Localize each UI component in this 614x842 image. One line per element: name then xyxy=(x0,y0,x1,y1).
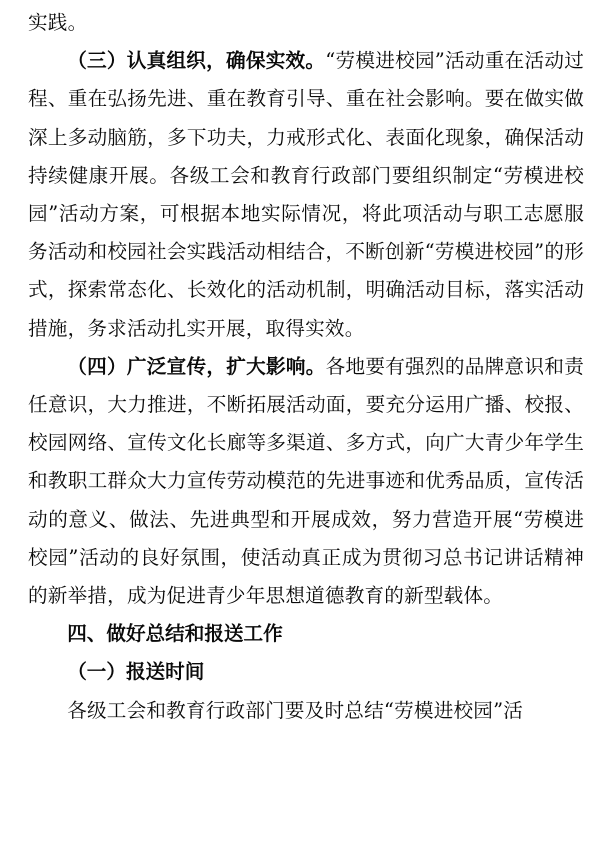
section-four-lead: （四）广泛宣传，扩大影响。 xyxy=(67,354,326,378)
section-four-body: 各地要有强烈的品牌意识和责任意识，大力推进，不断拓展活动面，要充分运用广播、校报、校园网络、宣传文化长廊等多渠道、多方式，向广大青少年学生和教职工群众大力宣传劳动模范的先进事迹和优秀品质，宣传活动的意义、做法、先进典型和开展成效，努力营造开展“劳模进校园”活动的良好氛围，使活动真正成为贯彻习总书记讲话精神的新举措，成为促进青少年思想道德教育的新型载体。 xyxy=(28,354,584,608)
paragraph-section-four xyxy=(28,348,584,615)
paragraph-continuation: 实践。 xyxy=(28,11,88,34)
section-three-body: “劳模进校园”活动重在活动过程、重在弘扬先进、重在教育引导、重在社会影响。要在做实做深上多动脑筋，多下功夫，力戒形式化、表面化现象，确保活动持续健康开展。各级工会和教育行政部门要组织制定“劳模进校园”活动方案，可根据本地实际情况，将此项活动与职工志愿服务活动和校园社会实践活动相结合，不断创新“劳模进校园”的形式，探索常态化、长效化的活动机制，明确活动目标，落实活动措施，务求活动扎实开展，取得实效。 xyxy=(28,49,584,340)
paragraph-closing: 各级工会和教育行政部门要及时总结“劳模进校园”活 xyxy=(67,698,524,722)
section-three-lead: （三）认真组织，确保实效。 xyxy=(67,49,326,73)
subheading-report-time: （一）报送时间 xyxy=(67,660,205,684)
paragraph-section-three xyxy=(28,42,584,348)
heading-section-four-title: 四、做好总结和报送工作 xyxy=(67,622,283,646)
